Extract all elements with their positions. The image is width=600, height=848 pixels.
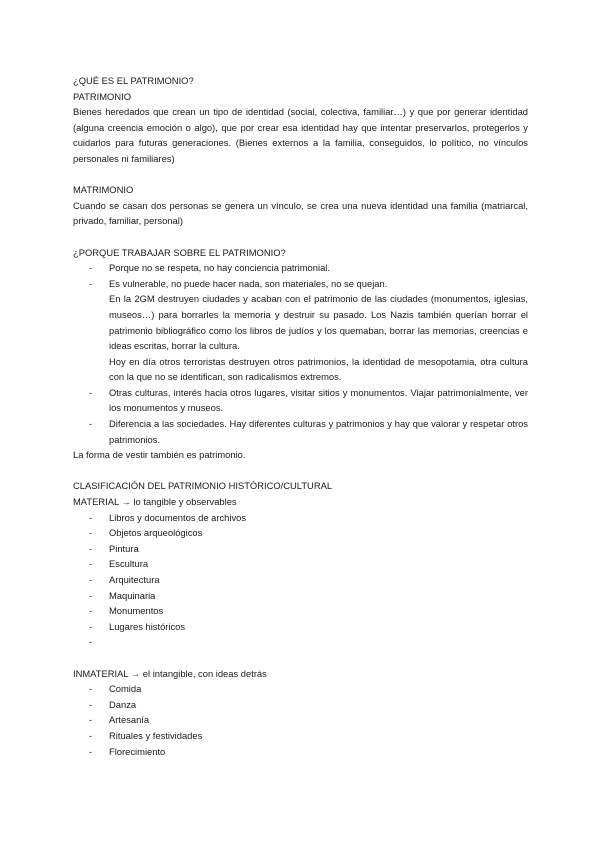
section-heading-que-es: ¿QUÉ ES EL PATRIMONIO? [73, 75, 194, 86]
dash-bullet: - [89, 527, 93, 539]
dash-bullet: - [89, 620, 93, 632]
list-item [73, 634, 528, 650]
dash-bullet: - [89, 418, 93, 430]
paragraph-2gm: En la 2GM destruyen ciudades y acaban con el patrimonio de las ciudades (monumentos, iglesias, museos…) para borrarles la memoria y destruir su pasado. Los Nazis también querían borrar el patrimonio bibliográfico como los libros de judíos y los quemaban, borrar las memorias, creencias e ideas escritas, borrar la cultura. [109, 293, 528, 352]
dash-bullet: - [89, 589, 93, 601]
dash-bullet: - [89, 605, 93, 617]
paragraph-patrimonio: Bienes heredados que crean un tipo de identidad (social, colectiva, familiar…) y que por generar identidad (alguna creencia emoción o algo), que por crear esa identidad hay que intentar preservarlos, protegerlos y cuidarlos para futuras generaciones. (Bienes externos a la familia, conseguidos, lo político, no vínculos personales ni familiares) [73, 106, 528, 164]
dash-bullet: - [89, 511, 93, 523]
dash-bullet: - [89, 636, 93, 648]
list-item: - Libros y documentos de archivos [73, 510, 528, 526]
subheading-patrimonio: PATRIMONIO [73, 90, 131, 102]
dash-bullet: - [89, 386, 93, 398]
paragraph-terroristas: Hoy en día otros terroristas destruyen otros patrimonios, la identidad de mesopotamia, otra cultura con la que no se identifican, son radicalismos extremos. [109, 355, 528, 383]
dash-bullet: - [89, 277, 93, 289]
paragraph-matrimonio: Cuando se casan dos personas se genera un vínculo, se crea una nueva identidad una familia (matriarcal, privado, familiar, personal) [73, 199, 528, 227]
list-item: - Arquitectura [73, 572, 528, 588]
dash-bullet: - [89, 558, 93, 570]
dash-bullet: - [89, 714, 93, 726]
section-heading-porque: ¿PORQUE TRABAJAR SOBRE EL PATRIMONIO? [73, 246, 286, 258]
list-item: - Porque no se respeta, no hay conciencia patrimonial. [73, 260, 528, 276]
dash-bullet: - [89, 745, 93, 757]
material-list [73, 510, 528, 650]
list-item: - Florecimiento [73, 744, 528, 760]
list-item: - Artesanía [73, 712, 528, 728]
list-item: - Maquinaria [73, 588, 528, 604]
section-heading-clasificacion: CLASIFICACIÓN DEL PATRIMONIO HISTÓRICO/CULTURAL [73, 480, 333, 492]
list-item: - Rituales y festividades [73, 728, 528, 744]
subheading-matrimonio: MATRIMONIO [73, 184, 134, 196]
reasons-list-cont [73, 385, 528, 447]
reasons-list [73, 260, 528, 291]
dash-bullet: - [89, 729, 93, 741]
closing-line: La forma de vestir también es patrimonio. [73, 449, 246, 461]
list-item: - Diferencia a las sociedades. Hay diferentes culturas y patrimonios y hay que valorar y respetar otros patrimonios. [89, 418, 528, 445]
list-item: - Lugares históricos [73, 619, 528, 635]
list-item: - Escultura [73, 556, 528, 572]
document-page [73, 73, 528, 759]
inmaterial-label: INMATERIAL → el intangible, con ideas detrás [73, 667, 267, 679]
list-item: - Danza [73, 697, 528, 713]
dash-bullet: - [89, 542, 93, 554]
list-item: - Es vulnerable, no puede hacer nada, son materiales, no se quejan. [73, 276, 528, 292]
list-item: - Otras culturas, interés hacia otros lugares, visitar sitios y monumentos. Viajar patrimonialmente, ver los monumentos y museos. [89, 386, 528, 414]
list-item: - Monumentos [73, 603, 528, 619]
list-item: - Objetos arqueológicos [73, 525, 528, 541]
dash-bullet: - [89, 262, 93, 274]
list-item: - Pintura [73, 541, 528, 557]
dash-bullet: - [89, 683, 93, 695]
dash-bullet: - [89, 574, 93, 585]
list-item: - Comida [73, 681, 528, 697]
material-label: MATERIAL → lo tangible y observables [73, 496, 237, 508]
dash-bullet: - [89, 698, 93, 710]
inmaterial-list [73, 681, 528, 759]
